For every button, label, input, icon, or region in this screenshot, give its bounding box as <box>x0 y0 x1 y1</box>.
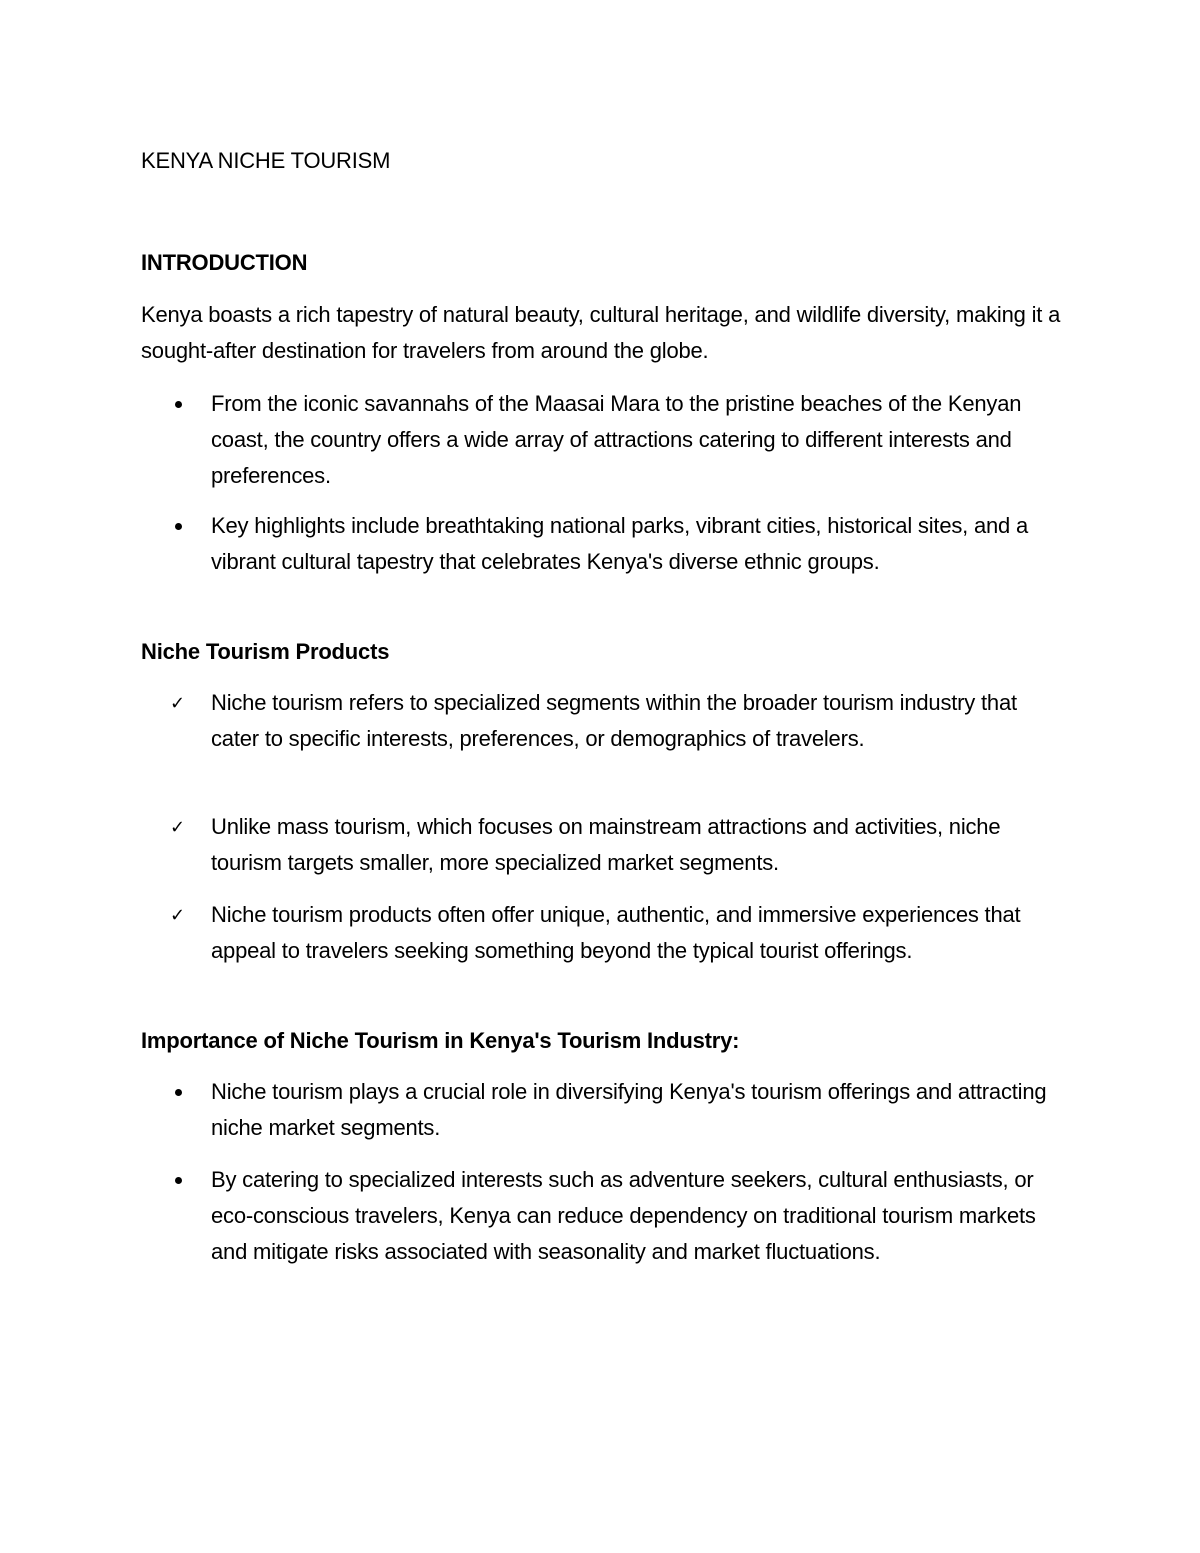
bullet-icon <box>170 1074 211 1096</box>
bullet-icon <box>170 508 211 530</box>
bullet-icon <box>170 1162 211 1184</box>
list-item <box>170 1162 1070 1270</box>
niche-products-heading: Niche Tourism Products <box>141 639 390 664</box>
checkmark-icon: ✓ <box>170 905 186 925</box>
list-item <box>170 508 1070 580</box>
list-item <box>170 809 1070 881</box>
introduction-paragraph: Kenya boasts a rich tapestry of natural beauty, cultural heritage, and wildlife diversity, making it a sought-after destination for travelers from around the globe. <box>141 302 1061 363</box>
list-item <box>170 386 1070 494</box>
list-item-text: Niche tourism products often offer unique, authentic, and immersive experiences that appeal to travelers seeking something beyond the typical tourist offerings. <box>211 902 1021 963</box>
list-item-text: Niche tourism refers to specialized segments within the broader tourism industry that cater to specific interests, preferences, or demographics of travelers. <box>211 690 1017 751</box>
bullet-icon <box>170 386 211 408</box>
list-item-text: Unlike mass tourism, which focuses on mainstream attractions and activities, niche tourism targets smaller, more specialized market segments. <box>211 814 1001 875</box>
list-item-text: Niche tourism plays a crucial role in diversifying Kenya's tourism offerings and attracting niche market segments. <box>211 1079 1047 1140</box>
list-item-text: Key highlights include breathtaking national parks, vibrant cities, historical sites, and a vibrant cultural tapestry that celebrates Kenya's diverse ethnic groups. <box>211 513 1029 574</box>
checkmark-icon: ✓ <box>170 817 186 837</box>
list-item <box>170 897 1070 969</box>
checkmark-icon: ✓ <box>170 693 186 713</box>
document-title: KENYA NICHE TOURISM <box>141 148 391 173</box>
list-item <box>170 685 1070 757</box>
list-item-text: By catering to specialized interests such as adventure seekers, cultural enthusiasts, or eco-conscious travelers, Kenya can reduce dependency on traditional tourism markets and mitigate risks associated with seasonality and market fluctuations. <box>211 1167 1036 1264</box>
importance-heading: Importance of Niche Tourism in Kenya's Tourism Industry: <box>141 1028 740 1053</box>
list-item-text: From the iconic savannahs of the Maasai Mara to the pristine beaches of the Kenyan coast, the country offers a wide array of attractions catering to different interests and preferences. <box>211 391 1022 488</box>
introduction-heading: INTRODUCTION <box>141 250 308 275</box>
list-item <box>170 1074 1070 1146</box>
